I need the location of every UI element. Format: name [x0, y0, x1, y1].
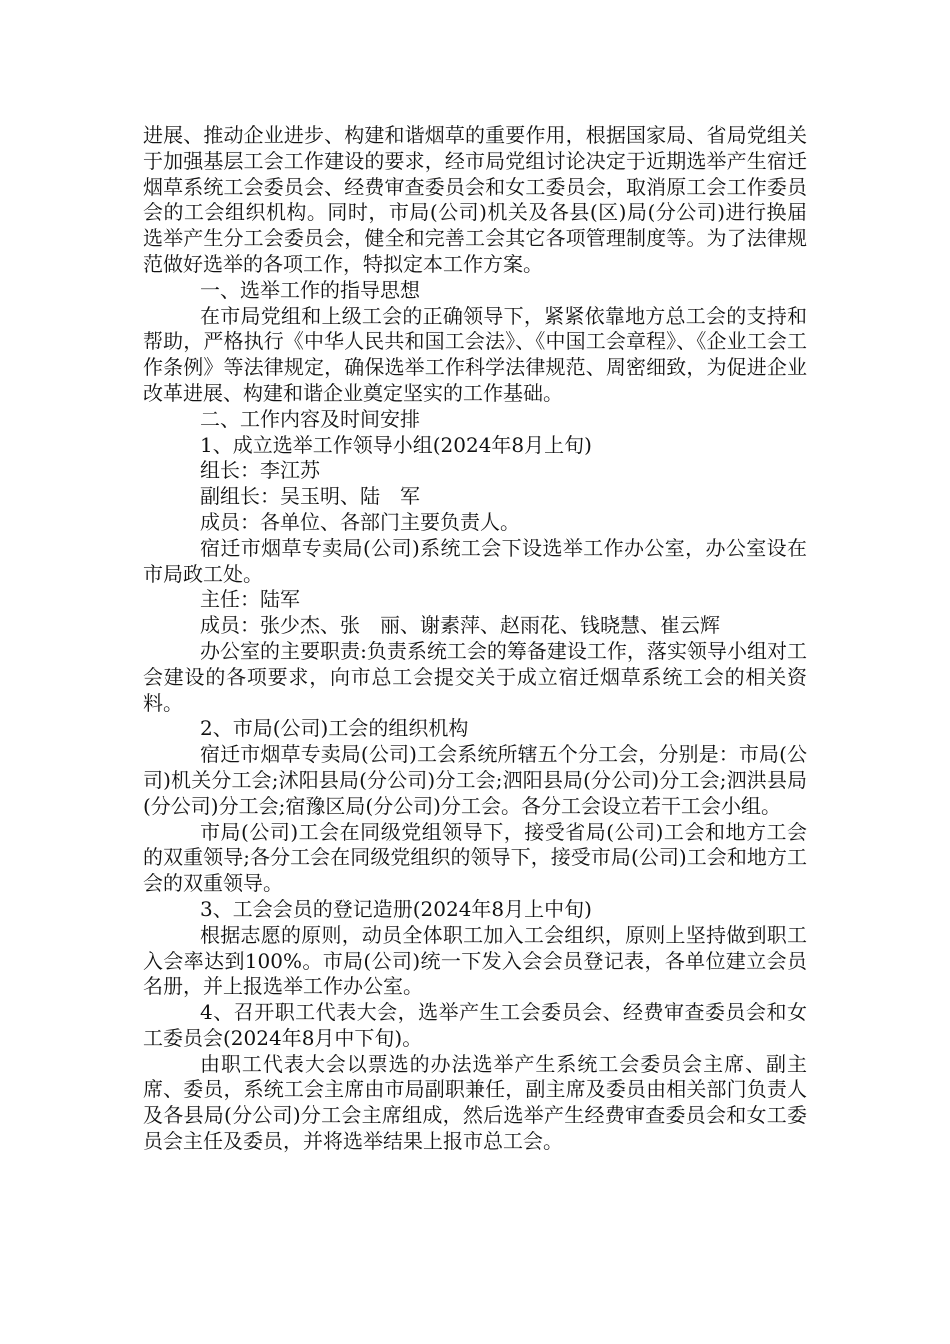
- body-paragraph: 在市局党组和上级工会的正确领导下，紧紧依靠地方总工会的支持和帮助，严格执行《中华人民共和国工会法》、《中国工会章程》、《企业工会工作条例》等法律规定，确保选举工作科学法律规范、周密细致，为促进企业改革进展、构建和谐企业奠定坚实的工作基础。: [143, 303, 807, 405]
- list-item-office-director: 主任：陆军: [200, 587, 300, 612]
- body-paragraph: 办公室的主要职责:负责系统工会的筹备建设工作，落实领导小组对工会建设的各项要求，向市总工会提交关于成立宿迁烟草系统工会的相关资料。: [143, 638, 807, 715]
- body-paragraph: 市局(公司)工会在同级党组领导下，接受省局(公司)工会和地方工会的双重领导;各分工会在同级党组织的领导下，接受市局(公司)工会和地方工会的双重领导。: [143, 819, 807, 896]
- section-heading-guiding-ideology: 一、选举工作的指导思想: [200, 277, 420, 302]
- list-item-members: 成员：各单位、各部门主要负责人。: [200, 509, 520, 534]
- subsection-heading-organization: 2、市局(公司)工会的组织机构: [200, 716, 469, 741]
- subsection-heading-registration: 3、工会会员的登记造册(2024年8月上中旬): [200, 896, 592, 921]
- section-heading-work-content: 二、工作内容及时间安排: [200, 406, 420, 431]
- body-paragraph: 宿迁市烟草专卖局(公司)工会系统所辖五个分工会，分别是：市局(公司)机关分工会;沭阳县局(分公司)分工会;泗阳县局(分公司)分工会;泗洪县局(分公司)分工会;宿豫区局(分公司)分工会。各分工会设立若干工会小组。: [143, 742, 807, 818]
- list-item-group-leader: 组长：李江苏: [200, 458, 320, 483]
- subsection-heading-leading-group: 1、成立选举工作领导小组(2024年8月上旬): [200, 432, 592, 457]
- body-paragraph: 根据志愿的原则，动员全体职工加入工会组织，原则上坚持做到职工入会率达到100%。市局(公司)统一下发入会会员登记表，各单位建立会员名册，并上报选举工作办公室。: [143, 922, 807, 999]
- body-paragraph: 宿迁市烟草专卖局(公司)系统工会下设选举工作办公室，办公室设在市局政工处。: [143, 535, 807, 586]
- document-body: [143, 123, 807, 1155]
- subsection-heading-congress: 4、召开职工代表大会，选举产生工会委员会、经费审查委员会和女工委员会(2024年8月中下旬)。: [143, 1000, 807, 1050]
- list-item-deputy-leader: 副组长：吴玉明、陆 军: [200, 484, 420, 509]
- intro-paragraph: 进展、推动企业进步、构建和谐烟草的重要作用，根据国家局、省局党组关于加强基层工会工作建设的要求，经市局党组讨论决定于近期选举产生宿迁烟草系统工会委员会、经费审查委员会和女工委员会，取消原工会工作委员会的工会组织机构。同时，市局(公司)机关及各县(区)局(分公司)进行换届选举产生分工会委员会，健全和完善工会其它各项管理制度等。为了法律规范做好选举的各项工作，特拟定本工作方案。: [143, 123, 807, 276]
- body-paragraph: 由职工代表大会以票选的办法选举产生系统工会委员会主席、副主席、委员，系统工会主席由市局副职兼任，副主席及委员由相关部门负责人及各县局(分公司)分工会主席组成，然后选举产生经费审查委员会和女工委员会主任及委员，并将选举结果上报市总工会。: [143, 1051, 807, 1154]
- list-item-office-members: 成员：张少杰、张 丽、谢素萍、赵雨花、钱晓慧、崔云辉: [200, 613, 720, 638]
